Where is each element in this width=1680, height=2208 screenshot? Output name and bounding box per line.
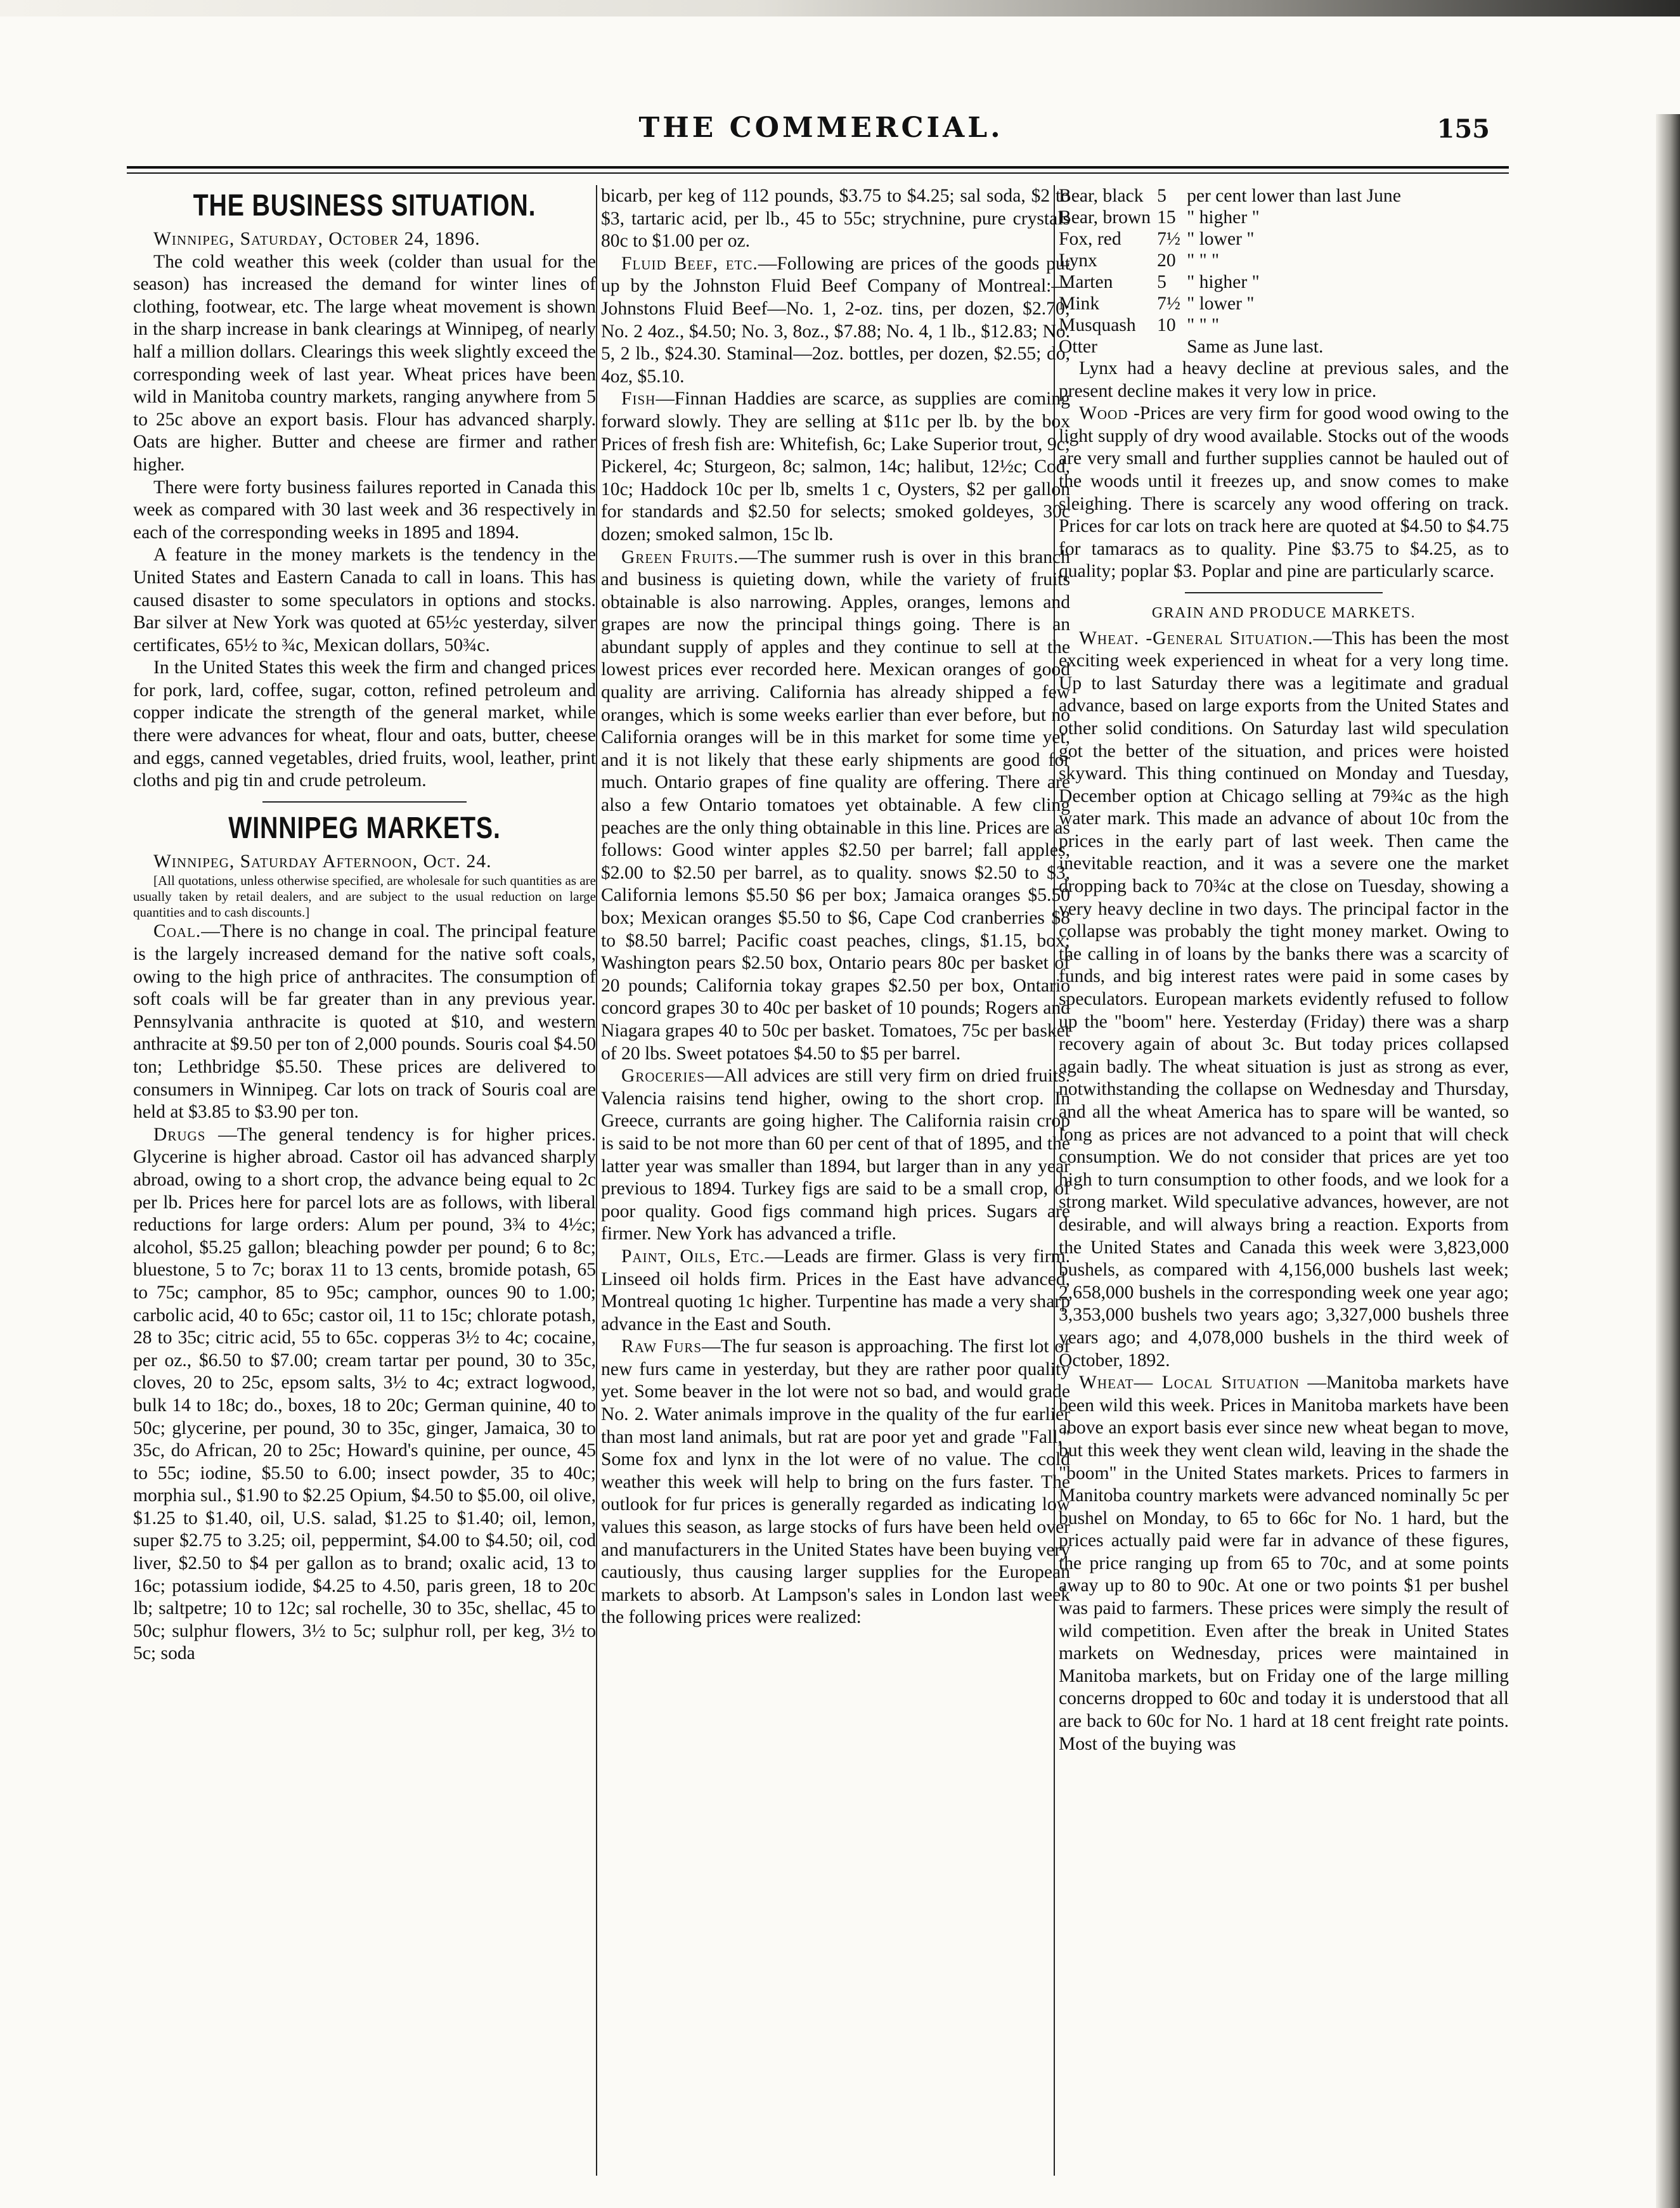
drugs-paragraph: [133, 1124, 596, 1665]
fur-table-cell: 15: [1157, 207, 1176, 228]
fur-table-cell: [1157, 336, 1187, 358]
masthead-rule: [127, 166, 1509, 169]
fur-table-cell: 7½: [1157, 229, 1181, 249]
fur-table-cell: Lynx: [1059, 250, 1097, 271]
wood-paragraph: [1059, 403, 1509, 583]
lynx-paragraph: Lynx had a heavy decline at previous sales, and the present decline makes it very low in price.: [1059, 358, 1509, 401]
coal-text: —There is no change in coal. The principal feature is the largely increased demand for the native soft coals, owing to the high price of anthracites. The consumption of soft coals will be far greater than in any previous year. Pennsylvania anthracite is quoted at $10, and western anthracite at $9.50 per ton of 2,000 pounds. Souris coal $4.50 ton; Lethbridge $5.50. These prices are delivered to consumers in Winnipeg. Car lots on track of Souris coal are held at $3.85 to $3.90 per ton.: [133, 921, 596, 1123]
fluid-beef-label: Fluid Beef, etc.: [621, 253, 758, 274]
business-situation-heading: THE BUSINESS SITUATION.: [193, 189, 536, 223]
drugs-text: —The general tendency is for higher prices. Glycerine is higher abroad. Castor oil has advanced sharply abroad, owing to a short crop, the advance being equal to 2c per lb. Prices here for parcel lots are as follows, with liberal reductions for large orders: Alum per pound, 3¾ to 4½c; alcohol, $5.25 gallon; bleaching powder per pound; 6 to 8c; bluestone, 5 to 7c; borax 11 to 13 cents, bromide potash, 65 to 75c; camphor, 85 to 95c; camphor, ounces 90 to 1.00; carbolic acid, 40 to 65c; castor oil, 11 to 15c; chlorate potash, 28 to 35c; citric acid, 55 to 65c. copperas 3½ to 4c; cocaine, per oz., $6.50 to $7.00; cream tartar per pound, 30 to 35c, cloves, 20 to 25c, epsom salts, 3½ to 4c; extract logwood, bulk 14 to 18c; do., boxes, 18 to 20c; German quinine, 40 to 50c; glycerine, per pound, 30 to 35c, ginger, Jamaica, 30 to 35c, do African, 20 to 25c; Howard's quinine, per ounce, 45 to 55c; iodine, $5.50 to 6.00; insect powder, 35 to 40c; morphia sul., $1.90 to $2.25 Opium, $4.50 to $5.00, oil olive, $1.25 to $1.40, oil, U.S. salad, $1.25 to $1.40; oil, lemon, super $2.75 to 3.25; oil, peppermint, $4.00 to $4.50; oil, cod liver, $2.50 to $4 per gallon as to brand; oxalic acid, 13 to 16c; potassium iodide, $4.25 to 4.50, paris green, 18 to 20c lb; saltpetre; 10 to 12c; sal rochelle, 30 to 35c, shellac, 45 to 50c; sulphur flowers, 3½ to 5c; sulphur roll, per keg, 3½ to 5c; soda: [133, 1124, 596, 1664]
business-paragraph: A feature in the money markets is the tendency in the United States and Eastern Canada to call in loans. This has caused disaster to some speculators in options and stocks. Bar silver at New York was quoted at 65½c yesterday, silver certificates, 65½ to ¾c, Mexican dollars, 50¾c.: [133, 545, 596, 655]
column-2: [601, 185, 1070, 2176]
wheat-local-paragraph: [1059, 1372, 1509, 1755]
fur-table-cell: Bear, brown: [1059, 207, 1151, 228]
column-divider-1: [596, 185, 597, 2176]
fur-table-row: [1059, 207, 1407, 228]
paint-oils-paragraph: [601, 1246, 1070, 1336]
raw-furs-paragraph: [601, 1336, 1070, 1629]
column-3: [1059, 185, 1509, 2176]
business-dateline: Winnipeg, Saturday, October 24, 1896.: [153, 229, 481, 249]
fur-table-cell: 7½: [1157, 294, 1181, 314]
wheat-subhead: -General Situation.: [1139, 628, 1314, 649]
fur-table-cell: Bear, black: [1059, 186, 1144, 206]
raw-furs-label: Raw Furs: [621, 1336, 702, 1357]
masthead-title: THE COMMERCIAL.: [638, 112, 1004, 144]
fur-table-cell: Otter: [1059, 337, 1097, 357]
green-fruits-paragraph: [601, 546, 1070, 1066]
wheat-local-label: Wheat— Local Situation: [1079, 1372, 1300, 1393]
raw-furs-text: —The fur season is approaching. The first lot of new furs came in yesterday, but they are rather poor quality yet. Some beaver in the lot were not so bad, and would grade No. 2. Water animals improve in the quality of the fur earlier than most land animals, but rat are poor yet and grade "Fall," Some fox and lynx in the lot were of no value. The cold weather this week will help to bring on the furs faster. The outlook for fur prices is generally regarded as indicating low values this season, as large stocks of furs have been held over and manufacturers in the United States have been buying very cautiously, thus causing larger supplies for the European markets to absorb. At Lampson's sales in London last week the following prices were realized:: [601, 1336, 1070, 1628]
fluid-beef-text: —Following are prices of the goods put up by the Johnston Fluid Beef Company of Montreal:—Johnstons Fluid Beef—No. 1, 2-oz. tins, per dozen, $2.70; No. 2 4oz., $4.50; No. 3, 8oz., $7.88; No. 4, 1 lb., $12.83; No. 5, 2 lb., $24.30. Staminal—2oz. bottles, per dozen, $2.55; do, 4oz, $5.10.: [601, 253, 1070, 387]
fur-table-cell: 5: [1157, 186, 1166, 206]
fur-table-cell: " higher ": [1187, 272, 1260, 292]
fur-table-row: [1059, 336, 1407, 358]
fish-paragraph: [601, 388, 1070, 546]
wheat-general-paragraph: [1059, 628, 1509, 1372]
green-fruits-label: Green Fruits.: [621, 546, 739, 567]
fur-table-row: [1059, 293, 1407, 314]
paint-oils-text: —Leads are firmer. Glass is very firm. Linseed oil holds firm. Prices in the East have advanced, Montreal quoting 1c higher. Turpentine has made a very sharp advance in the East and South.: [601, 1246, 1070, 1334]
fur-table-cell: " " ": [1187, 250, 1220, 271]
coal-paragraph: [133, 920, 596, 1123]
fur-table-cell: Marten: [1059, 272, 1113, 292]
fur-table-cell: 20: [1157, 250, 1176, 271]
wood-text: -Prices are very firm for good wood owing to the light supply of dry wood available. Stocks out of the woods are very small and further supplies cannot be hauled out of the woods until it freezes up, and snow comes to make sleighing. There is scarcely any wood offering on track. Prices for car lots on track here are quoted at $4.50 to $4.75 for tamaracs as to quality. Pine $3.75 to $4.25, as to quality; poplar $3. Poplar and pine are particularly scarce.: [1059, 403, 1509, 582]
fish-label: Fish: [621, 389, 656, 410]
page-right-edge: [1656, 114, 1680, 2208]
business-paragraph: The cold weather this week (colder than usual for the season) has increased the demand for winter lines of clothing, footwear, etc. The large wheat movement is shown in the sharp increase in bank clearings at Winnipeg, of nearly half a million dollars. Clearings this week slightly exceed the corresponding week of last year. Wheat prices have been wild in Manitoba country markets, ranging anywhere from 5 to 25c above an export basis. Flour has advanced sharply. Oats are higher. Butter and cheese are firmer and rather higher.: [133, 251, 596, 475]
fur-table-cell: Fox, red: [1059, 229, 1121, 249]
fur-table-cell: " lower ": [1187, 229, 1255, 249]
drugs-label: Drugs: [153, 1124, 206, 1145]
grain-produce-heading: GRAIN AND PRODUCE MARKETS.: [1151, 604, 1416, 621]
fur-table-cell: Musquash: [1059, 315, 1136, 335]
fur-table-cell: " " ": [1187, 315, 1220, 335]
section-divider: [262, 801, 466, 803]
fur-table-cell: " lower ": [1187, 294, 1255, 314]
business-paragraph: There were forty business failures reported in Canada this week as compared with 30 last week and 36 respectively in each of the corresponding weeks in 1895 and 1894.: [133, 477, 596, 543]
column-1: [133, 185, 596, 2176]
business-paragraph: In the United States this week the firm and changed prices for pork, lard, coffee, sugar, cotton, refined petroleum and copper indicate the strength of the general market, while there were advances for wheat, flour and oats, butter, cheese and eggs, canned vegetables, dried fruits, wool, leather, print cloths and pig tin and crude petroleum.: [133, 657, 596, 791]
paint-oils-label: Paint, Oils, Etc.: [621, 1246, 765, 1267]
fish-text: —Finnan Haddies are scarce, as supplies are coming forward slowly. They are selling at $11c per lb. by the box Prices of fresh fish are: Whitefish, 6c; Lake Superior trout, 9c; Pickerel, 4c; Sturgeon, 8c; salmon, 14c; halibut, 12½c; Cod, 10c; Haddock 10c per lb, smelts 1 c, Oysters, $2 per gallon for standards and $2.50 for selects; smoked goldeyes, 30c dozen; smoked salmon, 15c lb.: [601, 389, 1070, 545]
fur-prices-table: [1059, 185, 1407, 358]
fur-table-cell: 5: [1157, 272, 1166, 292]
fluid-beef-paragraph: [601, 253, 1070, 389]
fur-table-row: [1059, 250, 1407, 271]
fur-table-row: [1059, 271, 1407, 293]
fur-table-row: [1059, 314, 1407, 336]
wheat-general-text: —This has been the most exciting week experienced in wheat for a very long time. Up to last Saturday there was a legitimate and gradual advance, based on large exports from the United States and other solid conditions. On Saturday last wild speculation got the better of the situation, and prices were hoisted skyward. This thing continued on Monday and Tuesday, December option at Chicago selling at 79¾c as the high water mark. This made an advance of about 10c from the prices in the early part of last week. Then came the inevitable reaction, and it was a severe one the market dropping back to 70¾c at the close on Tuesday, showing a very heavy decline in two days. The principal factor in the collapse was probably the tight money market. Owing to the calling in of loans by the banks there was a scarcity of funds, and big interest rates were paid in some cases by speculators. European markets evidently refused to follow up the "boom" here. Yesterday (Friday) there was a sharp recovery again of about 3c. But today prices collapsed again badly. The wheat situation is just as strong as ever, notwithstanding the collapse on Wednesday and Thursday, and all the wheat America has to spare will be wanted, so long as prices are not advanced to a point that will check consumption. We do not consider that prices are yet too high to turn consumption to other foods, and we look for a strong market. Wild speculative advances, however, are not desirable, and will always bring a reaction. Exports from the United States and Canada this week were 3,823,000 bushels, as compared with 4,156,000 bushels last week; 2,658,000 bushels in the corresponding week one year ago; 3,353,000 bushels two years ago; 3,327,000 bushels three years ago; and 4,078,000 bushels in the third week of October, 1892.: [1059, 628, 1509, 1371]
page-top-band: [0, 0, 1680, 16]
wheat-local-text: —Manitoba markets have been wild this week. Prices in Manitoba markets have been above an export basis ever since new wheat began to move, but this week they went clean wild, leaving in the shade the "boom" in the United States markets. Prices to farmers in Manitoba country markets were advanced nominally 5c per bushel on Monday, to 65 to 66c for No. 1 hard, but the prices actually paid were far in advance of these figures, the price ranging up from 65 to 70c, and at some points away up to 80 to 90c. At one or two points $1 per bushel was paid to farmers. These prices were simply the result of wild competition. Even after the break in United States markets on Wednesday, prices were maintained in Manitoba markets, but on Friday one of the large milling concerns dropped to 60c and today it is understood that all are back to 60c for No. 1 hard at 18 cent freight rate points. Most of the buying was: [1059, 1372, 1509, 1754]
groceries-paragraph: [601, 1065, 1070, 1246]
section-divider: [1185, 592, 1383, 593]
winnipeg-markets-heading: WINNIPEG MARKETS.: [228, 811, 501, 845]
fur-table-cell: Mink: [1059, 294, 1100, 314]
fur-table-cell: Same as June last.: [1187, 337, 1324, 357]
groceries-text: —All advices are still very firm on dried fruits. Valencia raisins tend higher, owing to the short crop. In Greece, currants are going higher. The California raisin crop is said to be not more than 60 per cent of that of 1895, and the latter year was smaller than 1894, but larger than in any year previous to 1894. Turkey figs are said to be a small crop, of poor quality. Good figs command high prices. Sugars are firmer. New York has advanced a trifle.: [601, 1066, 1070, 1244]
fur-table-cell: per cent lower than last June: [1187, 186, 1401, 206]
groceries-label: Groceries: [621, 1066, 705, 1087]
masthead-rule-thin: [127, 172, 1509, 174]
green-fruits-text: —The summer rush is over in this branch and business is quieting down, while the variety of fruits obtainable is also narrowing. Apples, oranges, lemons and grapes are now the principal things going. There is an abundant supply of apples and they continue to sell at the lowest prices ever recorded here. Mexican oranges of good quality are arriving. California has already shipped a few oranges, which is some weeks earlier than ever before, but no California oranges will be in this market for some time yet, and it is not likely that these early shipments are good for much. Ontario grapes of fine quality are offering. There are also a few Ontario tomatoes yet obtainable. A few cling peaches are the only thing obtainable in this line. Prices are as follows: Good winter apples $2.50 per barrel; fall apples, $2.00 to $2.50 per barrel, as to quality. snows $2.50 to $3, California lemons $5.50 $6 per box; Jamaica oranges $5.50 box; Mexican oranges $5.50 to $6, Cape Cod cranberries $8 to $8.50 barrel; Pacific coast peaches, clings, $1.15, box; Washington pears $2.50 box, Ontario pears 80c per basket of 20 pounds; California tokay grapes $2.50 per box, Ontario concord grapes 30 to 40c per basket of 10 pounds; Rogers and Niagara grapes 40 to 50c per basket. Tomatoes, 75c per basket of 20 lbs. Sweet potatoes $4.50 to $5 per barrel.: [601, 546, 1070, 1064]
wood-label: Wood: [1079, 403, 1128, 424]
coal-label: Coal.: [153, 921, 202, 942]
drugs-continued: bicarb, per keg of 112 pounds, $3.75 to $4.25; sal soda, $2 to $3, tartaric acid, per lb., 45 to 55c; strychnine, pure crystals 80c to $1.00 per oz.: [601, 186, 1070, 252]
fur-table-row: [1059, 185, 1407, 207]
markets-dateline: Winnipeg, Saturday Afternoon, Oct. 24.: [153, 851, 492, 872]
masthead: [152, 112, 1490, 156]
page-number: 155: [1437, 114, 1490, 144]
quotations-note: [All quotations, unless otherwise specified, are wholesale for such quantities as are usually taken by retail dealers, and are subject to the usual reduction on large quantities and to cash discounts.]: [133, 873, 596, 920]
fur-table-cell: 10: [1157, 315, 1176, 335]
fur-table-row: [1059, 228, 1407, 250]
fur-table-cell: " higher ": [1187, 207, 1260, 228]
wheat-label: Wheat.: [1079, 628, 1139, 649]
